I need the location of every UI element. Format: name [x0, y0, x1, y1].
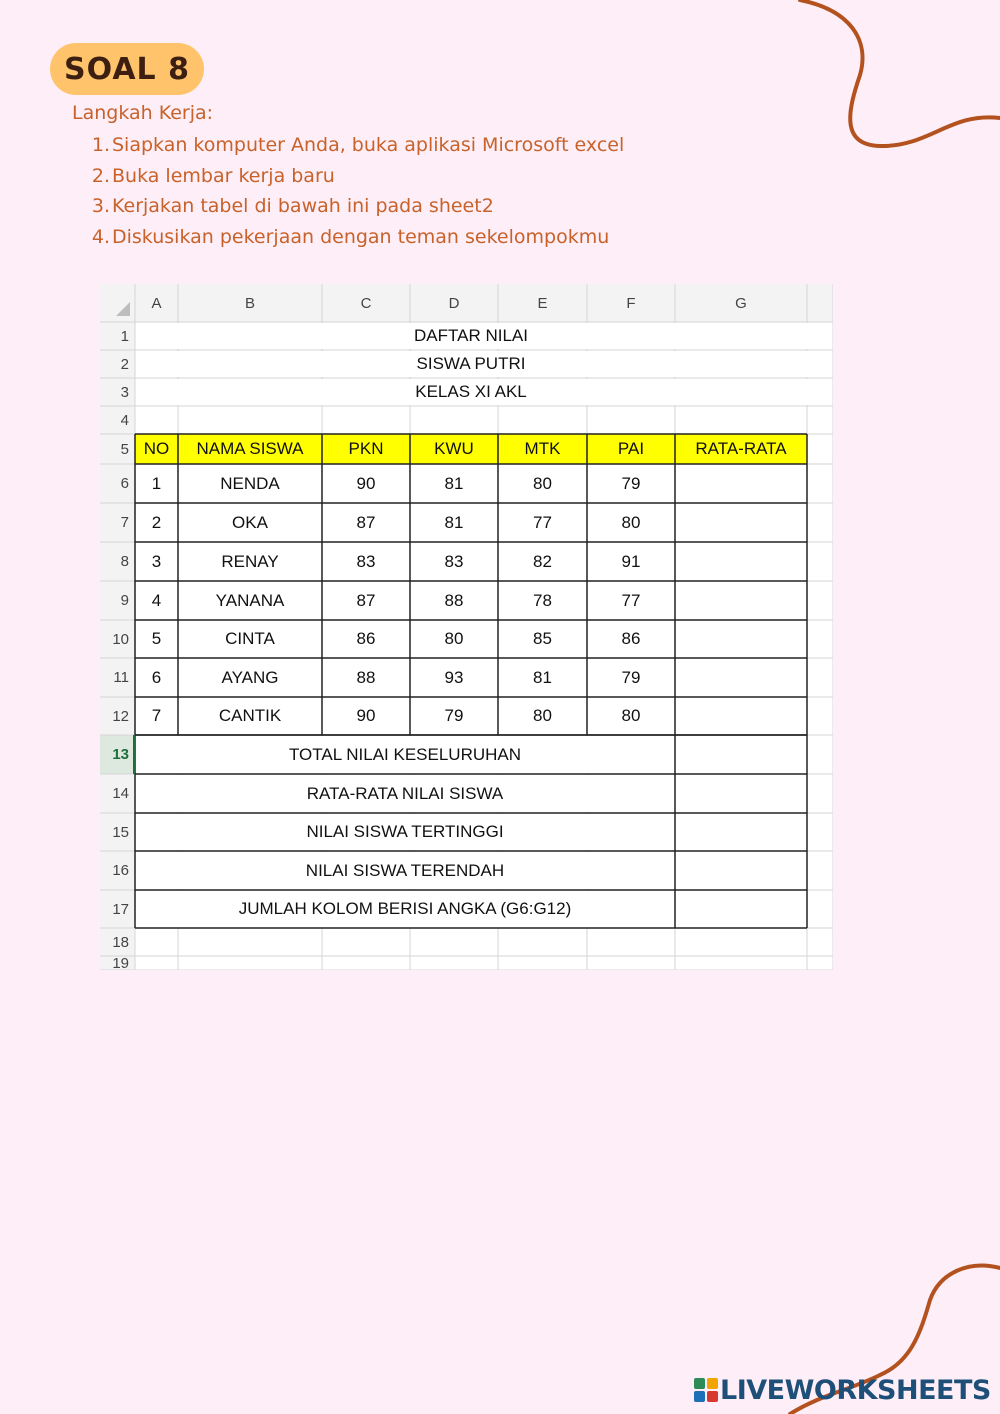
row-header-13[interactable]: 13 [112, 746, 129, 763]
cell-pkn[interactable]: 88 [356, 667, 376, 687]
cell-avg[interactable] [675, 658, 807, 697]
step-item: 1. Siapkan komputer Anda, buka aplikasi Microsoft excel [91, 134, 625, 156]
cell-mtk[interactable]: 82 [533, 551, 552, 571]
column-header-f[interactable]: F [626, 294, 636, 312]
steps-title: Langkah Kerja: [72, 102, 214, 124]
header-cell-mtk[interactable]: MTK [524, 439, 561, 458]
logo-mark-icon [694, 1378, 718, 1402]
step-item: 2. Buka lembar kerja baru [91, 164, 335, 187]
summary-label[interactable]: RATA-RATA NILAI SISWA [306, 783, 504, 803]
column-header-a[interactable]: A [151, 294, 162, 312]
row-header-2[interactable]: 2 [120, 355, 129, 373]
sheet-title-2[interactable]: SISWA PUTRI [416, 354, 526, 373]
column-header-c[interactable]: C [360, 294, 372, 312]
row-header-16[interactable]: 16 [112, 862, 129, 879]
cell-name[interactable]: NENDA [220, 473, 280, 493]
cell-avg[interactable] [675, 503, 807, 542]
row-header-18[interactable]: 18 [112, 933, 129, 951]
top-right-curve [800, 0, 1000, 146]
cell-kwu[interactable]: 80 [444, 629, 464, 648]
cell-mtk[interactable]: 80 [533, 473, 552, 493]
row-header-12[interactable]: 12 [112, 707, 129, 725]
cell-kwu[interactable]: 79 [444, 706, 464, 725]
cell-mtk[interactable]: 78 [533, 590, 552, 610]
summary-value-cell[interactable] [675, 851, 807, 890]
spreadsheet-screenshot [100, 284, 833, 970]
row-header-1[interactable]: 1 [120, 327, 129, 345]
cell-name[interactable]: RENAY [221, 551, 279, 571]
cell-kwu[interactable]: 88 [444, 590, 464, 610]
row-header-10[interactable]: 10 [112, 630, 129, 648]
row-header-8[interactable]: 8 [120, 553, 129, 570]
row-header-15[interactable]: 15 [112, 823, 129, 841]
row-header-4[interactable]: 4 [120, 411, 129, 429]
row-header-11[interactable]: 11 [113, 669, 129, 686]
cell-pai[interactable]: 79 [621, 473, 641, 493]
header-cell-nama-siswa[interactable]: NAMA SISWA [196, 439, 304, 458]
summary-label[interactable]: NILAI SISWA TERENDAH [305, 860, 505, 880]
cell-no[interactable]: 2 [151, 512, 162, 532]
cell-name[interactable]: OKA [232, 512, 268, 532]
row-header-17[interactable]: 17 [112, 900, 129, 918]
cell-avg[interactable] [675, 620, 807, 658]
cell-mtk[interactable]: 85 [533, 629, 552, 648]
cell-mtk[interactable]: 77 [533, 512, 552, 532]
row-header-14[interactable]: 14 [112, 785, 129, 802]
summary-label[interactable]: NILAI SISWA TERTINGGI [306, 822, 504, 841]
cell-avg[interactable] [675, 697, 807, 735]
step-item: 3. Kerjakan tabel di bawah ini pada sheet2 [91, 195, 494, 217]
summary-label[interactable]: TOTAL NILAI KESELURUHAN [288, 744, 522, 764]
cell-no[interactable]: 6 [151, 667, 162, 687]
summary-value-cell[interactable] [675, 735, 807, 774]
row-header-9[interactable]: 9 [120, 592, 129, 609]
cell-no[interactable]: 1 [151, 473, 162, 493]
summary-label[interactable]: JUMLAH KOLOM BERISI ANGKA (G6:G12) [238, 899, 572, 918]
cell-no[interactable]: 7 [151, 706, 162, 725]
header-cell-pai[interactable]: PAI [617, 439, 645, 458]
sheet-title-1[interactable]: DAFTAR NILAI [414, 326, 528, 345]
cell-pai[interactable]: 80 [621, 512, 641, 532]
cell-no[interactable]: 3 [151, 551, 162, 571]
cell-pkn[interactable]: 87 [356, 590, 376, 610]
cell-pai[interactable]: 77 [621, 590, 641, 610]
cell-kwu[interactable]: 81 [444, 512, 464, 532]
summary-value-cell[interactable] [675, 890, 807, 928]
header-cell-no[interactable]: NO [143, 439, 170, 458]
cell-pai[interactable]: 80 [621, 706, 641, 725]
cell-mtk[interactable]: 80 [533, 706, 552, 725]
sheet-title-3[interactable]: KELAS XI AKL [415, 382, 527, 401]
question-badge: SOAL 8 [50, 43, 204, 95]
cell-pkn[interactable]: 83 [356, 551, 376, 571]
row-header-6[interactable]: 6 [120, 475, 129, 492]
cell-pkn[interactable]: 90 [356, 473, 376, 493]
cell-avg[interactable] [675, 464, 807, 503]
cell-kwu[interactable]: 81 [444, 473, 464, 493]
header-cell-pkn[interactable]: PKN [348, 439, 384, 458]
cell-avg[interactable] [675, 581, 807, 620]
cell-name[interactable]: YANANA [215, 590, 285, 610]
header-cell-kwu[interactable]: KWU [434, 439, 474, 458]
column-header-b[interactable]: B [244, 294, 255, 312]
column-header-e[interactable]: E [537, 294, 548, 312]
cell-pai[interactable]: 79 [621, 667, 641, 687]
cell-pai[interactable]: 86 [621, 629, 641, 648]
cell-no[interactable]: 5 [151, 629, 162, 648]
cell-no[interactable]: 4 [151, 590, 162, 610]
row-header-19[interactable]: 19 [112, 954, 129, 970]
summary-value-cell[interactable] [675, 813, 807, 851]
cell-pkn[interactable]: 87 [356, 512, 376, 532]
cell-name[interactable]: CANTIK [218, 706, 282, 725]
steps-list [86, 132, 624, 254]
cell-name[interactable]: CINTA [225, 629, 275, 648]
cell-pkn[interactable]: 86 [356, 629, 376, 648]
row-header-3[interactable]: 3 [120, 383, 129, 401]
cell-avg[interactable] [675, 542, 807, 581]
cell-kwu[interactable]: 83 [444, 551, 464, 571]
summary-value-cell[interactable] [675, 774, 807, 813]
cell-mtk[interactable]: 81 [533, 667, 552, 687]
step-item: 4. Diskusikan pekerjaan dengan teman sekelompokmu [91, 225, 610, 248]
row-header-7[interactable]: 7 [120, 514, 129, 531]
logo-text: LIVEWORKSHEETS [720, 1374, 991, 1406]
row-header-5[interactable]: 5 [120, 440, 129, 458]
column-header-d[interactable]: D [448, 294, 460, 312]
cell-pai[interactable]: 91 [621, 551, 641, 571]
column-header-g[interactable]: G [735, 294, 747, 312]
cell-kwu[interactable]: 93 [444, 667, 464, 687]
cell-pkn[interactable]: 90 [356, 706, 376, 725]
liveworksheets-logo [694, 1374, 991, 1406]
cell-name[interactable]: AYANG [221, 667, 279, 687]
header-cell-rata-rata[interactable]: RATA-RATA [695, 439, 787, 458]
